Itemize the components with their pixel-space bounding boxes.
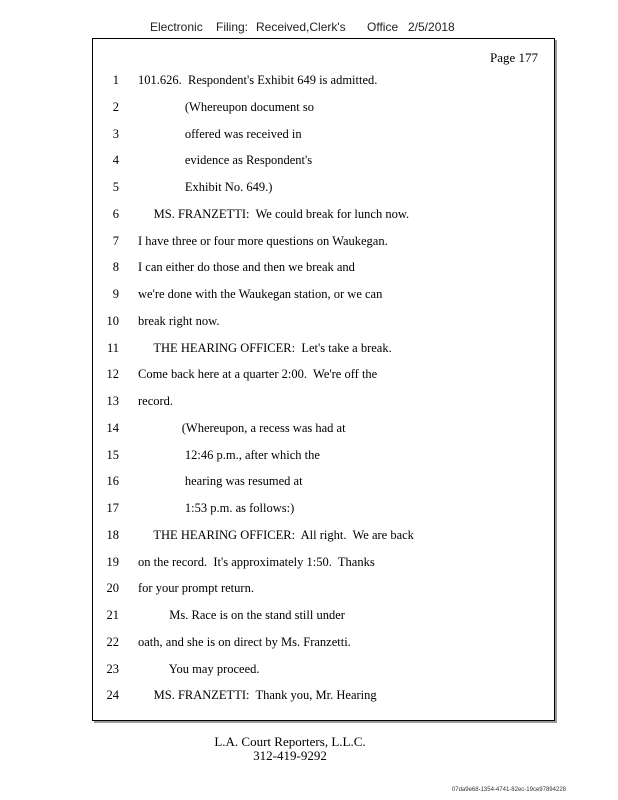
line-number: 17 — [106, 501, 119, 515]
transcript-line: (Whereupon, a recess was had at — [138, 420, 346, 435]
transcript-line: Ms. Race is on the stand still under — [138, 608, 345, 622]
line-number: 5 — [112, 180, 119, 194]
transcript-line: oath, and she is on direct by Ms. Franzetti. — [138, 634, 351, 649]
line-number: 14 — [106, 420, 119, 435]
header-word-office: Office — [367, 20, 399, 34]
line-number: 10 — [106, 313, 119, 328]
header-word-received-clerks: Received,Clerk's — [256, 20, 346, 34]
line-number: 19 — [106, 554, 119, 569]
footer-phone: 312-419-9292 — [253, 748, 327, 763]
transcript-line: THE HEARING OFFICER: Let's take a break. — [138, 340, 392, 355]
transcript-line: MS. FRANZETTI: We could break for lunch now. — [138, 206, 410, 221]
transcript-line: we're done with the Waukegan station, or we can — [138, 287, 383, 301]
line-number: 1 — [112, 73, 119, 87]
line-number: 22 — [106, 634, 119, 649]
transcript-line: Exhibit No. 649.) — [138, 180, 273, 194]
footer-company: L.A. Court Reporters, L.L.C. — [214, 734, 366, 749]
line-number: 8 — [112, 260, 119, 275]
line-number: 3 — [112, 126, 119, 141]
transcript-line: MS. FRANZETTI: Thank you, Mr. Hearing — [138, 688, 377, 703]
transcript-line: I have three or four more questions on Waukegan. — [138, 233, 388, 248]
transcript-line: evidence as Respondent's — [138, 153, 313, 168]
filing-stamp-header — [0, 20, 618, 36]
transcript-line: Come back here at a quarter 2:00. We're off the — [138, 367, 378, 382]
line-number: 9 — [112, 287, 119, 301]
transcript-line: (Whereupon document so — [138, 99, 315, 114]
transcript-line: hearing was resumed at — [138, 474, 303, 489]
line-number: 11 — [106, 340, 119, 355]
line-number: 4 — [112, 153, 119, 168]
transcript-line: THE HEARING OFFICER: All right. We are back — [138, 527, 414, 542]
transcript-line: for your prompt return. — [138, 581, 254, 596]
line-number: 7 — [112, 233, 119, 248]
transcript-line: record. — [138, 394, 174, 408]
line-number: 18 — [106, 527, 119, 542]
header-word-electronic: Electronic — [150, 20, 203, 34]
transcript-line: You may proceed. — [138, 661, 260, 676]
document-id: 07da9e68-1354-4741-82ec-19ce97894228 — [451, 787, 566, 793]
header-filing-date: 2/5/2018 — [408, 20, 455, 34]
transcript-line: offered was received in — [138, 126, 302, 141]
line-number: 21 — [106, 608, 119, 622]
line-number: 15 — [106, 447, 119, 462]
line-number: 20 — [106, 581, 119, 596]
line-number: 16 — [106, 474, 119, 489]
line-number: 24 — [106, 688, 119, 703]
transcript-line: on the record. It's approximately 1:50. Thanks — [138, 554, 375, 569]
line-number: 6 — [112, 206, 119, 221]
transcript-line: 101.626. Respondent's Exhibit 649 is admitted. — [138, 73, 378, 87]
line-number: 2 — [112, 99, 119, 114]
page-number: Page 177 — [489, 50, 538, 65]
line-number: 13 — [106, 394, 119, 408]
line-number: 23 — [106, 661, 119, 676]
transcript-line: 1:53 p.m. as follows:) — [138, 501, 295, 515]
transcript-line: break right now. — [138, 313, 220, 328]
header-word-filing: Filing: — [216, 20, 249, 34]
transcript-page — [92, 38, 555, 721]
transcript-line: 12:46 p.m., after which the — [138, 447, 320, 462]
line-number: 12 — [106, 367, 119, 382]
transcript-line: I can either do those and then we break and — [138, 260, 355, 275]
